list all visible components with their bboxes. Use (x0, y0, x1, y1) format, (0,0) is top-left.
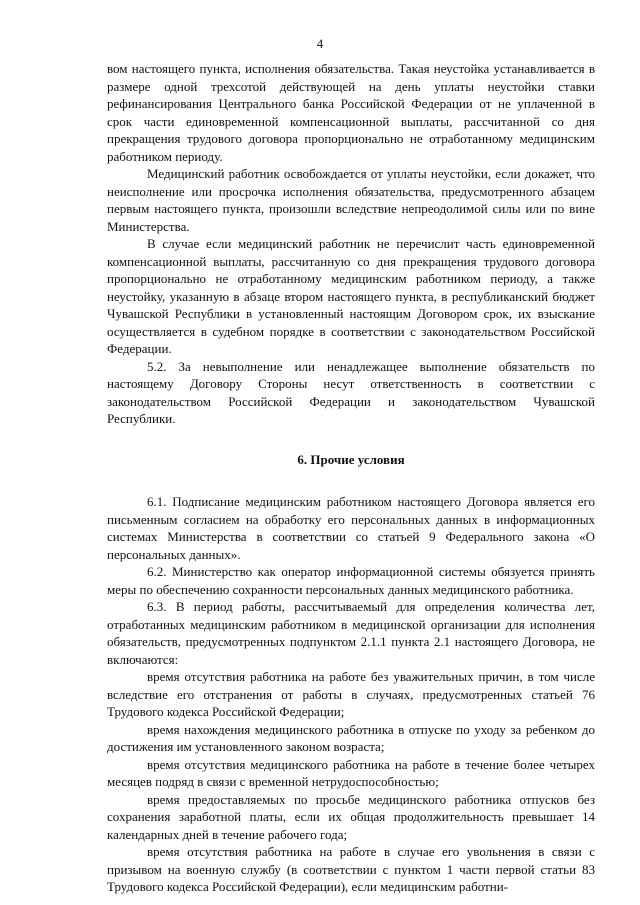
list-item-absence: время отсутствия работника на работе без уважительных причин, в том числе вследствие его отстранения от работы в случаях, предусмотренных статьей 76 Трудового кодекса Российской Федерации; (107, 669, 595, 719)
list-item-military-service: время отсутствия работника на работе в случае его увольнения в связи с призывом на военную службу (в соответствии с пунктом 1 части первой статьи 83 Трудового кодекса Российской Федерации), если медицинским работни- (107, 844, 595, 894)
paragraph-6-2: 6.2. Министерство как оператор информационной системы обязуется принять меры по обеспечению сохранности персональных данных медицинского работника. (107, 564, 595, 597)
list-item-sick-leave: время отсутствия медицинского работника на работе в течение более четырех месяцев подряд в связи с временной нетрудоспособностью; (107, 756, 595, 789)
paragraph-6-3: 6.3. В период работы, рассчитываемый для определения количества лет, отработанных медицинским работником в медицинской организации для исполнения обязательств, предусмотренных подпунктом 2.1.1 пункта 2.1 настоящего Договора, не включаются: (107, 599, 595, 667)
section-heading: 6. Прочие условия (297, 451, 405, 467)
document-body (107, 60, 595, 896)
list-item-parental-leave: время нахождения медицинского работника в отпуске по уходу за ребенком до достижения им установленного законом возраста; (107, 721, 595, 754)
page-number: 4 (316, 36, 324, 51)
paragraph-exemption: Медицинский работник освобождается от уплаты неустойки, если докажет, что неисполнение или просрочка исполнения обязательства, предусмотренного абзацем первым настоящего пункта, произошли вследствие непреодолимой силы или по вине Министерства. (107, 166, 595, 234)
paragraph-5-2: 5.2. За невыполнение или ненадлежащее выполнение обязательств по настоящему Договору Стороны несут ответственность в соответствии с законодательством Российской Федерации и законодательством Чувашской Республики. (107, 358, 595, 426)
list-item-unpaid-leave: время предоставляемых по просьбе медицинского работника отпусков без сохранения заработной платы, если их общая продолжительность превышает 14 календарных дней в течение рабочего года; (107, 791, 595, 842)
paragraph-recovery: В случае если медицинский работник не перечислит часть единовременной компенсационной выплаты, рассчитанную со дня прекращения трудового договора пропорционально не отработанному медицинским работником периоду, а также неустойку, указанную в абзаце втором настоящего пункта, в республиканский бюджет Чувашской Республики в установленный настоящим Договором срок, их взыскание осуществляется в судебном порядке в соответствии с законодательством Российской Федерации. (107, 236, 595, 356)
paragraph-6-1: 6.1. Подписание медицинским работником настоящего Договора является его письменным согласием на обработку его персональных данных в информационных системах Министерства в соответствии со статьей 9 Федерального закона «О персональных данных». (107, 494, 595, 562)
paragraph-penalty-rate: вом настоящего пункта, исполнения обязательства. Такая неустойка устанавливается в размере одной трехсотой действующей на день уплаты неустойки ставки рефинансирования Центрального банка Российской Федерации от не уплаченной в срок части единовременной компенсационной выплаты, рассчитанной со дня прекращения трудового договора пропорционально не отработанному медицинским работником периоду. (107, 61, 595, 164)
